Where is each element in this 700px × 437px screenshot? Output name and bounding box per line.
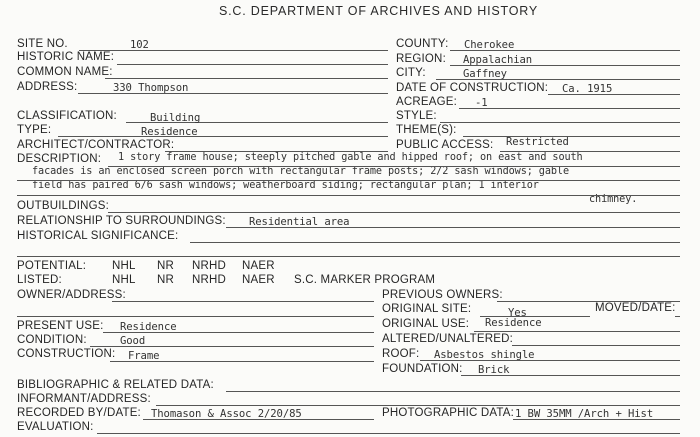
potential-label: POTENTIAL: (17, 260, 87, 272)
type-label: TYPE: (17, 124, 52, 136)
description-line-2: facades is an enclosed screen porch with rectangular frame posts; 2/2 sash windows; gable (32, 166, 569, 177)
style-label: STYLE: (396, 110, 437, 122)
listed-label: LISTED: (17, 274, 62, 286)
historical-significance-line (190, 242, 680, 243)
original-site-value: Yes (508, 307, 527, 319)
date-of-construction-value: Ca. 1915 (562, 83, 613, 95)
recorded-by-label: RECORDED BY/DATE: (17, 407, 141, 419)
themes-label: THEME(S): (396, 124, 457, 136)
description-rule-2 (17, 180, 680, 181)
potential-nr: NR (157, 260, 175, 272)
foundation-value: Brick (478, 364, 510, 376)
condition-label: CONDITION: (17, 334, 87, 346)
type-value: Residence (141, 126, 198, 138)
owner-address-label: OWNER/ADDRESS: (17, 289, 126, 301)
roof-value: Asbestos shingle (434, 349, 535, 361)
potential-nhl: NHL (112, 260, 136, 272)
condition-value: Good (120, 335, 146, 347)
original-site-label: ORIGINAL SITE: (382, 303, 472, 315)
owner-address-line (112, 301, 374, 302)
outbuildings-line (108, 212, 680, 213)
type-line (58, 136, 388, 137)
description-line-3: field has paired 6/6 sash windows; weatherboard siding; rectangular plan; 1 interior (32, 180, 539, 191)
construction-value: Frame (128, 350, 160, 362)
city-label: CITY: (396, 67, 426, 79)
bibliographic-label: BIBLIOGRAPHIC & RELATED DATA: (17, 379, 214, 391)
description-rule-3 (17, 195, 680, 196)
site-no-label: SITE NO. (17, 38, 68, 50)
acreage-value: -1 (475, 97, 488, 109)
present-use-value: Residence (120, 321, 177, 333)
relationship-value: Residential area (249, 216, 350, 228)
altered-label: ALTERED/UNALTERED: (382, 333, 513, 345)
listed-naer: NAER (242, 274, 275, 286)
description-line-4: chimney. (589, 194, 638, 205)
description-line-1: 1 story frame house; steeply pitched gable and hipped roof; on east and south (118, 152, 583, 163)
listed-nhl: NHL (112, 274, 136, 286)
address-label: ADDRESS: (17, 81, 78, 93)
original-use-line (474, 331, 680, 332)
acreage-label: ACREAGE: (396, 96, 458, 108)
date-of-construction-label: DATE OF CONSTRUCTION: (396, 82, 549, 94)
original-use-label: ORIGINAL USE: (382, 318, 470, 330)
foundation-label: FOUNDATION: (382, 363, 463, 375)
informant-label: INFORMANT/ADDRESS: (17, 393, 151, 405)
common-name-label: COMMON NAME: (17, 66, 113, 78)
historic-name-line (117, 64, 388, 65)
bibliographic-line (226, 391, 680, 392)
original-use-value: Residence (485, 317, 542, 329)
region-label: REGION: (396, 53, 446, 65)
county-label: COUNTY: (396, 38, 449, 50)
description-rule-1 (108, 166, 680, 167)
roof-label: ROOF: (382, 348, 420, 360)
outbuildings-label: OUTBUILDINGS: (17, 200, 110, 212)
construction-label: CONSTRUCTION: (17, 348, 116, 360)
moved-date-line (675, 316, 680, 317)
classification-value: Building (150, 112, 201, 124)
relationship-label: RELATIONSHIP TO SURROUNDINGS: (17, 215, 226, 227)
city-value: Gaffney (463, 68, 507, 80)
public-access-label: PUBLIC ACCESS: (396, 139, 494, 151)
moved-date-label: MOVED/DATE: (595, 302, 676, 314)
photographic-value: 1 BW 35MM /Arch + Hist (515, 408, 654, 420)
acreage-line (459, 108, 680, 109)
potential-nrhd: NRHD (192, 260, 227, 272)
recorded-by-value: Thomason & Assoc 2/20/85 (151, 408, 302, 420)
informant-line (156, 405, 680, 406)
historical-significance-label: HISTORICAL SIGNIFICANCE: (17, 230, 179, 242)
altered-line (512, 345, 680, 346)
document-header: S.C. DEPARTMENT OF ARCHIVES AND HISTORY (219, 4, 538, 18)
evaluation-line (97, 433, 680, 434)
region-value: Appalachian (463, 54, 533, 66)
photographic-label: PHOTOGRAPHIC DATA: (382, 407, 515, 419)
historical-significance-line-2 (17, 256, 680, 257)
listed-nrhd: NRHD (192, 274, 227, 286)
site-no-line (79, 50, 388, 51)
architect-label: ARCHITECT/CONTRACTOR: (17, 139, 175, 151)
description-label: DESCRIPTION: (17, 153, 102, 165)
classification-label: CLASSIFICATION: (17, 110, 117, 122)
county-value: Cherokee (464, 39, 515, 51)
present-use-label: PRESENT USE: (17, 320, 104, 332)
common-name-line (105, 78, 388, 79)
public-access-value: Restricted (506, 136, 569, 148)
historic-name-label: HISTORIC NAME: (17, 51, 115, 63)
address-value: 330 Thompson (113, 82, 189, 94)
previous-owners-label: PREVIOUS OWNERS: (382, 289, 503, 301)
site-no-value: 102 (130, 39, 149, 51)
potential-naer: NAER (242, 260, 275, 272)
owner-address-line-2 (17, 316, 374, 317)
sc-marker-label: S.C. MARKER PROGRAM (294, 274, 436, 286)
listed-nr: NR (157, 274, 175, 286)
evaluation-label: EVALUATION: (17, 421, 94, 433)
themes-line (463, 136, 680, 137)
style-line (440, 122, 680, 123)
